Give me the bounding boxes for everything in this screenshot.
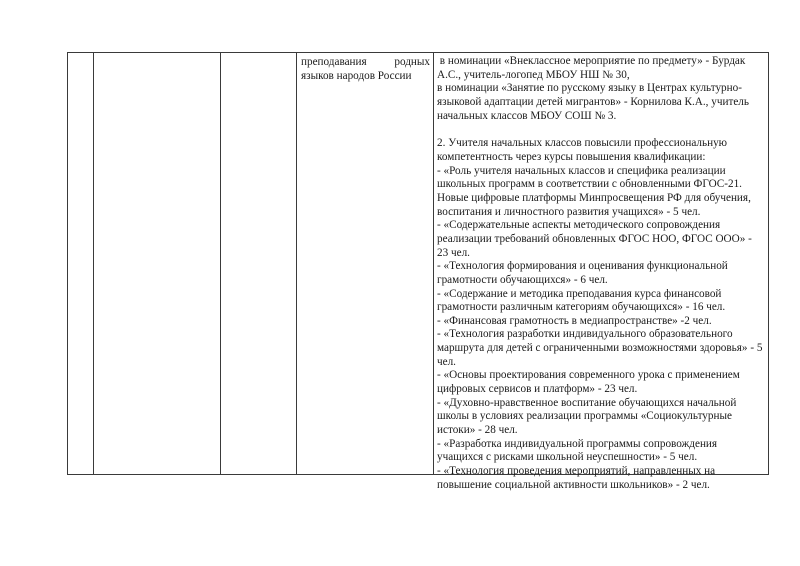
table-cell-empty [221, 53, 297, 475]
course-item: - «Содержательные аспекты методического сопровождения реализации требований обновленных ФГОС НОО, ФГОС ООО» - 23 чел. [437, 219, 752, 259]
course-item: - «Технология формирования и оценивания функциональной грамотности обучающихся» - 6 чел. [437, 260, 728, 286]
table-cell-number [68, 53, 94, 475]
table-row [68, 53, 769, 475]
table-cell-subject [297, 53, 434, 475]
course-item: - «Содержание и методика преподавания курса финансовой грамотности различным категориям обучающихся» - 16 чел. [437, 287, 726, 314]
course-item: - «Разработка индивидуальной программы сопровождения учащихся с рисками школьной неуспешности» - 5 чел. [437, 437, 718, 464]
section-heading: 2. Учителя начальных классов повысили профессиональную компетентность через курсы повышения квалификации: [437, 137, 728, 163]
award-item: в номинации «Внеклассное мероприятие по предмету» - Бурдак А.С., учитель-логопед МБОУ НШ № 30, [437, 55, 749, 81]
course-item: - «Технология разработки индивидуального образовательного маршрута для детей с ограниченными возможностями здоровья» - 5 чел. [437, 328, 763, 368]
report-table [67, 52, 769, 491]
award-item: в номинации «Занятие по русскому языку в Центрах культурно-языковой адаптации детей мигрантов» - Корнилова К.А., учитель начальных классов МБОУ СОШ № 3. [437, 82, 749, 122]
course-item: - «Основы проектирования современного урока с применением цифровых сервисов и платформ» - 23 чел. [437, 369, 740, 396]
paragraph-gap [437, 123, 765, 137]
subject-line-2: языков народов России [301, 70, 412, 82]
course-item: - «Духовно-нравственное воспитание обучающихся начальной школы в условиях реализации программы «Социокультурные истоки» - 28 чел. [437, 396, 737, 437]
subject-line-1 [301, 55, 430, 69]
table-cell-results [434, 53, 769, 491]
course-item: - «Финансовая грамотность в медиапространстве» -2 чел. [437, 314, 712, 327]
table-cell-direction [94, 53, 221, 475]
subject-word: родных [394, 56, 430, 68]
course-item: - «Роль учителя начальных классов и специфика реализации школьных программ в соответствии с обновленными ФГОС-21. Новые цифровые платформы Минпросвещения РФ для обучения, воспитания и личностного развития учащихся» - 5 чел. [437, 164, 751, 218]
course-item: - «Технология проведения мероприятий, направленных на повышение социальной активности школьников» - 2 чел. [437, 465, 716, 491]
subject-word: преподавания [301, 56, 367, 68]
